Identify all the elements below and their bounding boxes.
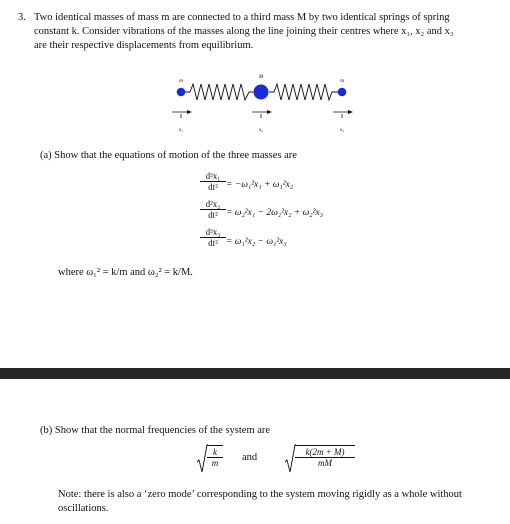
part-b-prompt: (b) Show that the normal frequencies of the system are (40, 425, 271, 436)
eq1-denominator: dt² (208, 182, 218, 192)
problem-intro-line-3: are their respective displacements from equilibrium. (34, 40, 254, 51)
mass-center (254, 85, 269, 100)
displacement-arrow-center (252, 110, 272, 118)
disp-left-label: x₁ (179, 128, 183, 133)
spring-mass-diagram (170, 70, 360, 140)
spring-right (269, 84, 338, 100)
freq1-sqrt (196, 444, 224, 474)
note-line-1: Note: there is also a ‘zero mode’ corresponding to the system moving rigidly as a whole without (58, 489, 462, 500)
problem-intro-line-2: constant k. Consider vibrations of the masses along the line joining their centres where x₁, x₂ and x₃ (34, 26, 454, 37)
freq2-fraction (295, 447, 355, 468)
and-word: and (242, 452, 258, 463)
spring-left (184, 84, 254, 100)
displacement-arrow-left (172, 110, 192, 118)
note-line-2: oscillations. (58, 503, 109, 514)
eq1-fraction (200, 171, 226, 192)
freq2-radical-bar (295, 445, 355, 446)
eq3-denominator: dt² (208, 238, 218, 248)
eq3-fraction (200, 227, 226, 248)
eq2-fraction (200, 199, 226, 220)
eq2-rhs: = ω₂²x₁ − 2ω₂²x₂ + ω₂²x₃ (226, 208, 323, 218)
eq3-rhs: = ω₁²x₂ − ω₁²x₃ (226, 237, 287, 247)
freq2-denominator: mM (318, 458, 332, 468)
eq1-numerator: d²x₁ (205, 171, 221, 181)
freq1-radical-bar (207, 445, 223, 446)
problem-intro-line-1: Two identical masses of mass m are connected to a third mass M by two identical springs of spring (34, 12, 450, 23)
freq1-numerator: k (213, 447, 217, 457)
freq2-numerator: k(2m + M) (305, 447, 345, 457)
eq2-denominator: dt² (208, 210, 218, 220)
mass-right (338, 88, 347, 97)
part-a-where: where ω₁² = k/m and ω₂² = k/M. (58, 267, 193, 278)
disp-center-label: x₂ (259, 128, 263, 133)
displacement-arrow-right (333, 110, 353, 118)
eq2-numerator: d²x₂ (205, 199, 221, 209)
eq3-numerator: d²x₃ (205, 227, 221, 237)
mass-left (177, 88, 186, 97)
freq1-fraction (207, 447, 223, 468)
eq1-rhs: = −ω₁²x₁ + ω₁²x₂ (226, 180, 294, 190)
freq2-sqrt (284, 444, 356, 474)
spring-mass-svg (170, 70, 360, 140)
page-separator-band (0, 368, 510, 379)
disp-right-label: x₃ (340, 128, 344, 133)
mass-left-label: m (179, 79, 183, 84)
problem-number: 3. (18, 12, 26, 23)
mass-right-label: m (340, 79, 344, 84)
mass-center-label: M (258, 75, 264, 80)
part-a-prompt: (a) Show that the equations of motion of the three masses are (40, 150, 297, 161)
freq1-denominator: m (211, 458, 219, 468)
